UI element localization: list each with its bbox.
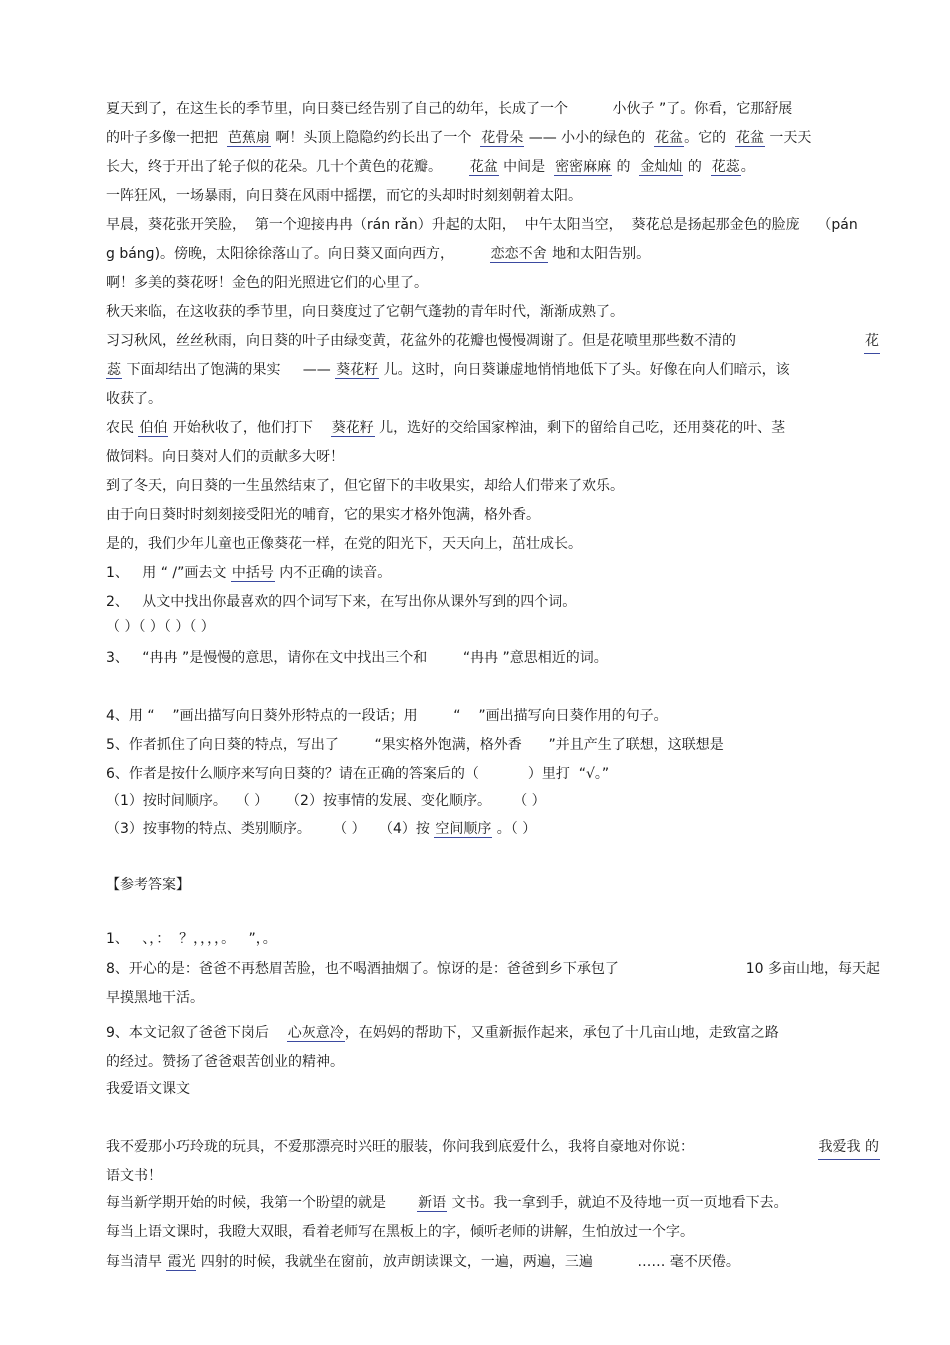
text-line xyxy=(106,241,880,267)
underlined-term: 我爱我 的 xyxy=(818,1134,880,1160)
underlined-term: 花盆 xyxy=(735,130,764,146)
text-run: 下面却结出了饱满的果实 —— xyxy=(122,362,336,378)
text-run: （ ）（ ）（ ）（ ） xyxy=(106,619,215,635)
text-line xyxy=(106,357,880,383)
underlined-term: 蕊 xyxy=(107,362,121,378)
text-line xyxy=(106,531,880,557)
text-line xyxy=(106,96,880,122)
text-line xyxy=(106,473,880,499)
text-run: 。 xyxy=(740,159,755,175)
text-run: 我不爱那小巧玲珑的玩具，不爱那漂亮时兴旺的服装，你问我到底爱什么，我将自豪地对你说： xyxy=(106,1139,694,1155)
text-run: 每当清早 xyxy=(106,1254,167,1270)
underlined-term: 中括号 xyxy=(231,565,274,581)
text-run: 儿。这时，向日葵谦虚地悄悄地低下了头。好像在向人们暗示，该 xyxy=(379,362,790,378)
text-line xyxy=(106,985,880,1011)
text-line xyxy=(106,761,880,787)
text-run: 8、开心的是：爸爸不再愁眉苦脸，也不喝酒抽烟了。惊讶的是：爸爸到乡下承包了 xyxy=(106,961,619,977)
text-run: 啊！多美的葵花呀！金色的阳光照进它们的心里了。 xyxy=(106,275,428,291)
underlined-term: 花骨朵 xyxy=(481,130,524,146)
text-run: 由于向日葵时时刻刻接受阳光的哺育，它的果实才格外饱满，格外香。 xyxy=(106,507,540,523)
text-run: 长大，终于开出了轮子似的花朵。几十个黄色的花瓣。 xyxy=(106,159,469,175)
text-run: 早晨，葵花张开笑脸， 第一个迎接冉冉（rán rǎn）升起的太阳， 中午太阳当空， 葵花总是扬起那金色的脸庞 （pán xyxy=(106,217,858,233)
text-line xyxy=(106,560,880,586)
underlined-term: 心灰意冷 xyxy=(287,1025,344,1041)
text-run: 5、作者抓住了向日葵的特点，写出了 “果实格外饱满，格外香 ”并且产生了联想，这联想是 xyxy=(106,737,724,753)
text-run: 1、 用 “ /”画去文 xyxy=(106,565,231,581)
text-run: 内不正确的读音。 xyxy=(274,565,392,581)
text-run: （1）按时间顺序。 （ ） （2）按事情的发展、变化顺序。 （ ） xyxy=(106,793,546,809)
text-run: 。（ ） xyxy=(492,821,537,837)
text-line xyxy=(106,1219,880,1245)
text-line xyxy=(106,415,880,441)
text-line xyxy=(106,872,880,898)
text-line xyxy=(106,788,880,814)
text-run: 儿，选好的交给国家榨油，剩下的留给自己吃，还用葵花的叶、茎 xyxy=(374,420,786,436)
text-line xyxy=(106,1076,880,1102)
text-run: 小伙子 ”了。你看，它那舒展 xyxy=(568,101,793,117)
text-line xyxy=(106,645,880,671)
text-line xyxy=(106,1049,880,1075)
underlined-term: 密密麻麻 xyxy=(555,159,612,175)
text-run: g bánɡ)。傍晚，太阳徐徐落山了。向日葵又面向西方， xyxy=(106,246,490,262)
text-run: 每当上语文课时，我瞪大双眼，看着老师写在黑板上的字，倾听老师的讲解，生怕放过一个字。 xyxy=(106,1224,694,1240)
text-run: 开始秋收了，他们打下 xyxy=(168,420,331,436)
text-run: 。它的 xyxy=(684,130,735,146)
text-line xyxy=(106,589,880,615)
text-line xyxy=(106,444,880,470)
text-line xyxy=(106,299,880,325)
underlined-term: 花盆 xyxy=(655,130,684,146)
text-run: 一天天 xyxy=(764,130,812,146)
text-line xyxy=(106,1249,880,1275)
underlined-term: 葵花籽 xyxy=(331,420,374,436)
underlined-term: 恋恋不舍 xyxy=(490,246,547,262)
text-run: 的 xyxy=(683,159,711,175)
text-run: 文书。我一拿到手，就迫不及待地一页一页地看下去。 xyxy=(447,1195,788,1211)
text-run: 每当新学期开始的时候，我第一个盼望的就是 xyxy=(106,1195,418,1211)
text-line xyxy=(106,956,880,982)
underlined-term: 花 xyxy=(864,328,880,354)
text-line xyxy=(106,1020,880,1046)
underlined-term: 伯伯 xyxy=(139,420,168,436)
text-line xyxy=(106,328,880,354)
text-run: （3）按事物的特点、类别顺序。 （ ） （4）按 xyxy=(106,821,435,837)
text-run: 夏天到了，在这生长的季节里，向日葵已经告别了自己的幼年，长成了一个 xyxy=(106,101,568,117)
text-line xyxy=(106,270,880,296)
text-run: 农民 xyxy=(106,420,139,436)
underlined-term: 空间顺序 xyxy=(435,821,492,837)
text-run: 3、 “冉冉 ”是慢慢的意思，请你在文中找出三个和 “冉冉 ”意思相近的词。 xyxy=(106,650,608,666)
text-run: —— 小小的绿色的 xyxy=(524,130,655,146)
text-run: 早摸黑地干活。 xyxy=(106,990,204,1006)
text-run: 秋天来临，在这收获的季节里，向日葵度过了它朝气蓬勃的青年时代，渐渐成熟了。 xyxy=(106,304,624,320)
underlined-term: 花盆 xyxy=(469,159,498,175)
text-line xyxy=(106,125,880,151)
text-run: 的叶子多像一把把 xyxy=(106,130,227,146)
text-run: 是的，我们少年儿童也正像葵花一样，在党的阳光下，天天向上，茁壮成长。 xyxy=(106,536,582,552)
text-run: 2、 从文中找出你最喜欢的四个词写下来，在写出你从课外写到的四个词。 xyxy=(106,594,577,610)
text-run: 10 多亩山地，每天起 xyxy=(745,961,880,977)
text-line xyxy=(106,1134,880,1160)
text-run: 的 xyxy=(612,159,640,175)
underlined-term: 葵花籽 xyxy=(336,362,379,378)
text-line xyxy=(106,183,880,209)
text-run: 6、作者是按什么顺序来写向日葵的？请在正确的答案后的（ ）里打 “√。” xyxy=(106,766,610,782)
text-run: 收获了。 xyxy=(106,391,162,407)
text-run: 啊！头顶上隐隐约约长出了一个 xyxy=(270,130,481,146)
text-run: 9、本文记叙了爸爸下岗后 xyxy=(106,1025,287,1041)
text-run: 中间是 xyxy=(498,159,555,175)
text-line xyxy=(106,732,880,758)
text-run: 4、用 “ ”画出描写向日葵外形特点的一段话；用 “ ”画出描写向日葵作用的句子。 xyxy=(106,708,668,724)
underlined-term: 金灿灿 xyxy=(640,159,683,175)
text-run: 我爱语文课文 xyxy=(106,1081,190,1097)
text-line xyxy=(106,212,880,238)
text-run: 地和太阳告别。 xyxy=(547,246,651,262)
text-run: 做饲料。向日葵对人们的贡献多大呀！ xyxy=(106,449,344,465)
text-run: ，在妈妈的帮助下，又重新振作起来，承包了十几亩山地，走致富之路 xyxy=(344,1025,779,1041)
underlined-term: 芭蕉扇 xyxy=(227,130,270,146)
text-run: 到了冬天，向日葵的一生虽然结束了，但它留下的丰收果实，却给人们带来了欢乐。 xyxy=(106,478,624,494)
text-line xyxy=(106,154,880,180)
text-run: 1、 、，： ？，，，，。 ”，。 xyxy=(106,931,277,947)
text-line xyxy=(106,816,880,842)
text-line xyxy=(106,703,880,729)
text-line xyxy=(106,1190,880,1216)
text-run: 一阵狂风，一场暴雨，向日葵在风雨中摇摆，而它的头却时时刻刻朝着太阳。 xyxy=(106,188,582,204)
text-line xyxy=(106,386,880,412)
text-run: 语文书！ xyxy=(106,1168,162,1184)
text-line xyxy=(106,1163,880,1189)
text-line xyxy=(106,926,880,952)
underlined-term: 新语 xyxy=(418,1195,447,1211)
text-run: 习习秋风，丝丝秋雨，向日葵的叶子由绿变黄，花盆外的花瓣也慢慢凋谢了。但是花喷里那些数不清的 xyxy=(106,333,736,349)
text-line xyxy=(106,614,880,640)
underlined-term: 花蕊 xyxy=(711,159,740,175)
underlined-term: 霞光 xyxy=(167,1254,196,1270)
text-run: 的经过。赞扬了爸爸艰苦创业的精神。 xyxy=(106,1054,344,1070)
text-run: 四射的时候，我就坐在窗前，放声朗读课文，一遍，两遍，三遍 …… 毫不厌倦。 xyxy=(196,1254,740,1270)
text-run: 【参考答案】 xyxy=(106,877,190,893)
text-line xyxy=(106,502,880,528)
